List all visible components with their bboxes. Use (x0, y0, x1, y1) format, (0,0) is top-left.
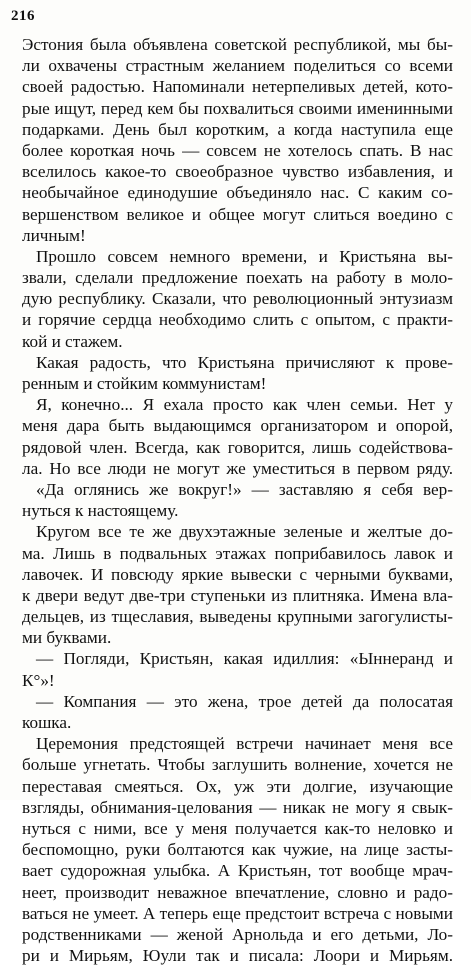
text-line: — Погляди, Кристьян, какая идиллия: «Ыннеранд и (36, 649, 453, 669)
text-line: ли охвачены страстным желанием поделиться со всеми (22, 56, 453, 76)
text-line: родственниками — женой Арнольда и его детьми, Ло- (22, 924, 453, 944)
text-line: ваться не умеет. А теперь еще предстоит встреча с новыми (22, 903, 453, 923)
text-line: вает судорожная улыбка. А Кристьян, тот вообще мрач- (22, 861, 453, 881)
text-line: необычайное единодушие объединяло нас. С каким со- (22, 183, 453, 203)
text-line: вершенством великое и общее могут слиться воедино с (22, 204, 453, 224)
text-line: больше угнетать. Чтобы заглушить волнение, хочется не (22, 755, 453, 775)
text-line: переставая смеяться. Ох, уж эти долгие, изучающие (22, 776, 453, 796)
text-line: Церемония предстоящей встречи начинает меня все (36, 734, 453, 754)
text-line: К°»! (22, 670, 55, 690)
text-line: нуться к настоящему. (22, 501, 179, 521)
text-line: ми буквами. (22, 628, 112, 648)
text-line: кошка. (22, 713, 72, 732)
text-line: ренным и стойким коммунистам! (22, 374, 267, 393)
page-number: 216 (11, 8, 35, 24)
text-line: дельцев, из тщеславия, выведены крупными загогулисты- (22, 607, 453, 627)
text-line: своей радостью. Напоминали нетерпеливых детей, кото- (22, 77, 453, 97)
text-line: взгляды, обнимания-целования — никак не могу я свык- (22, 797, 453, 817)
text-line: к двери ведут две-три ступеньки из плитняка. Имена вла- (22, 585, 453, 605)
text-line: вселилось какое-то своеобразное чувство избавления, и (22, 162, 453, 182)
text-line: кой и стажем. (22, 331, 123, 351)
text-line: дую республику. Сказали, что революционный энтузиазм (22, 289, 453, 309)
text-line: ма. Лишь в подвальных этажах поприбавилось лавок и (22, 543, 453, 563)
text-line: Какая радость, что Кристьяна причисляют к прове- (36, 352, 453, 372)
text-line: Я, конечно... Я ехала просто как член семьи. Нет у (36, 395, 453, 415)
text-line: ри и Мирьям, Юули так и писала: Лоори и Мирьям. (22, 946, 453, 966)
text-line: нуться с ними, все у меня получается как-то неловко и (22, 818, 453, 838)
text-line: меня дара быть выдающимся организатором и опорой, (22, 416, 453, 436)
text-line: — Компания — это жена, трое детей да полосатая (36, 691, 453, 711)
text-line: неет, производит неважное впечатление, словно и радо- (22, 882, 453, 902)
text-line: «Да оглянись же вокруг!» — заставляю я себя вер- (36, 479, 453, 499)
text-line: Кругом все те же двухэтажные зеленые и желтые до- (36, 522, 453, 542)
text-line: личным! (22, 225, 86, 245)
text-line: Эстония была объявлена советской республикой, мы бы- (22, 35, 453, 54)
text-line: рые ищут, перед кем бы похвалиться своими именинными (22, 98, 453, 118)
text-line: более короткая ночь — совсем не хотелось спать. В нас (22, 140, 453, 160)
text-line: Прошло совсем немного времени, и Кристьяна вы- (36, 246, 453, 266)
text-line: подарками. День был коротким, а когда наступила еще (22, 119, 453, 139)
text-line: беспомощно, руки болтаются как чужие, на лице засты- (22, 840, 453, 860)
text-line: и горячие сердца необходимо слить с опытом, с практи- (22, 310, 453, 330)
text-line: рядовой член. Всегда, как говорится, лишь содействова- (22, 437, 453, 457)
text-line: ла. Но все люди не могут же уместиться в первом ряду. (22, 458, 453, 478)
text-line: звали, сделали предложение поехать на работу в моло- (22, 268, 453, 288)
body-text (22, 34, 453, 966)
text-line: лавочек. И повсюду яркие вывески с черными буквами, (22, 564, 453, 584)
